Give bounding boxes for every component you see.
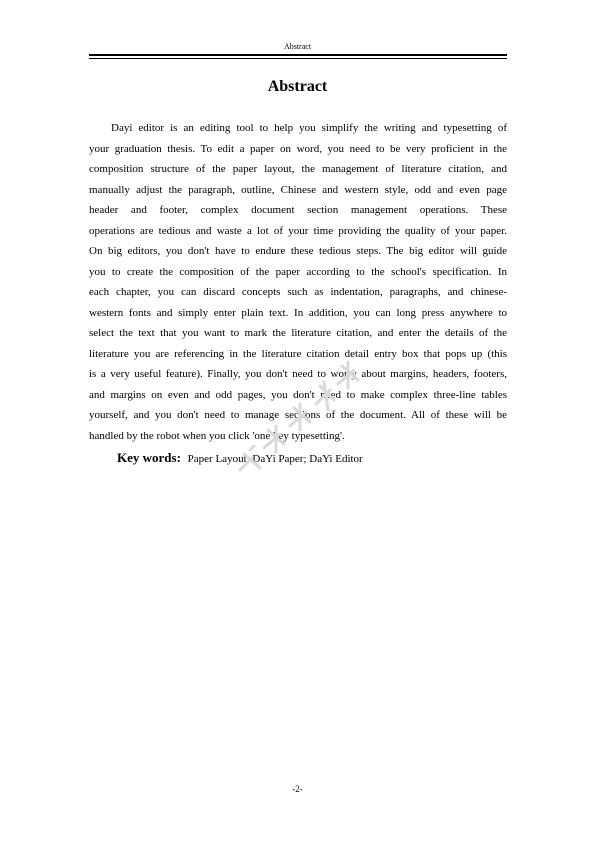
abstract-line: yourself, and you don't need to manage sections of the document. All of these will be — [89, 409, 507, 421]
header-rule-thin — [89, 58, 507, 59]
abstract-line: handled by the robot when you click 'one key typesetting'. — [89, 429, 345, 442]
abstract-line: you to create the composition of the paper according to the school's specification. In — [89, 265, 507, 278]
running-header: Abstract — [283, 42, 312, 51]
keywords — [117, 450, 363, 466]
page-title: Abstract — [267, 78, 328, 95]
abstract-line: is a very useful feature). Finally, you don't need to worry about margins, headers, footers, — [89, 368, 507, 380]
keywords-value: Paper Layout; DaYi Paper; DaYi Editor — [187, 453, 363, 465]
abstract-line: manually adjust the paragraph, outline, Chinese and western style, odd and even page — [89, 183, 507, 196]
abstract-line: select the text that you want to mark the literature citation, and enter the details of the — [89, 327, 507, 339]
keywords-label: Key words: — [117, 450, 181, 465]
abstract-line: your graduation thesis. To edit a paper on word, you need to be very proficient in the — [89, 142, 507, 155]
abstract-line: western fonts and simply enter plain text. In addition, you can long press anywhere to — [89, 306, 507, 319]
abstract-line: On big editors, you don't have to endure these tedious steps. The big editor will guide — [89, 245, 507, 257]
header-rule-thick — [89, 54, 507, 56]
abstract-line: header and footer, complex document section management operations. These — [89, 204, 507, 216]
abstract-line: literature you are referencing in the literature citation detail entry box that pops up (this — [89, 347, 507, 360]
abstract-line: Dayi editor is an editing tool to help you simplify the writing and typesetting of — [111, 122, 507, 134]
abstract-line: each chapter, you can discard concepts such as indentation, paragraphs, and chinese- — [89, 286, 507, 298]
abstract-line: operations are tedious and waste a lot of your time providing the quality of your paper. — [89, 224, 507, 237]
page-number: -2- — [292, 784, 303, 794]
abstract-body — [89, 118, 507, 446]
abstract-line: and margins on even and odd pages, you don't need to make complex three-line tables — [89, 388, 507, 401]
abstract-line: composition structure of the paper layout, the management of literature citation, and — [89, 163, 507, 175]
